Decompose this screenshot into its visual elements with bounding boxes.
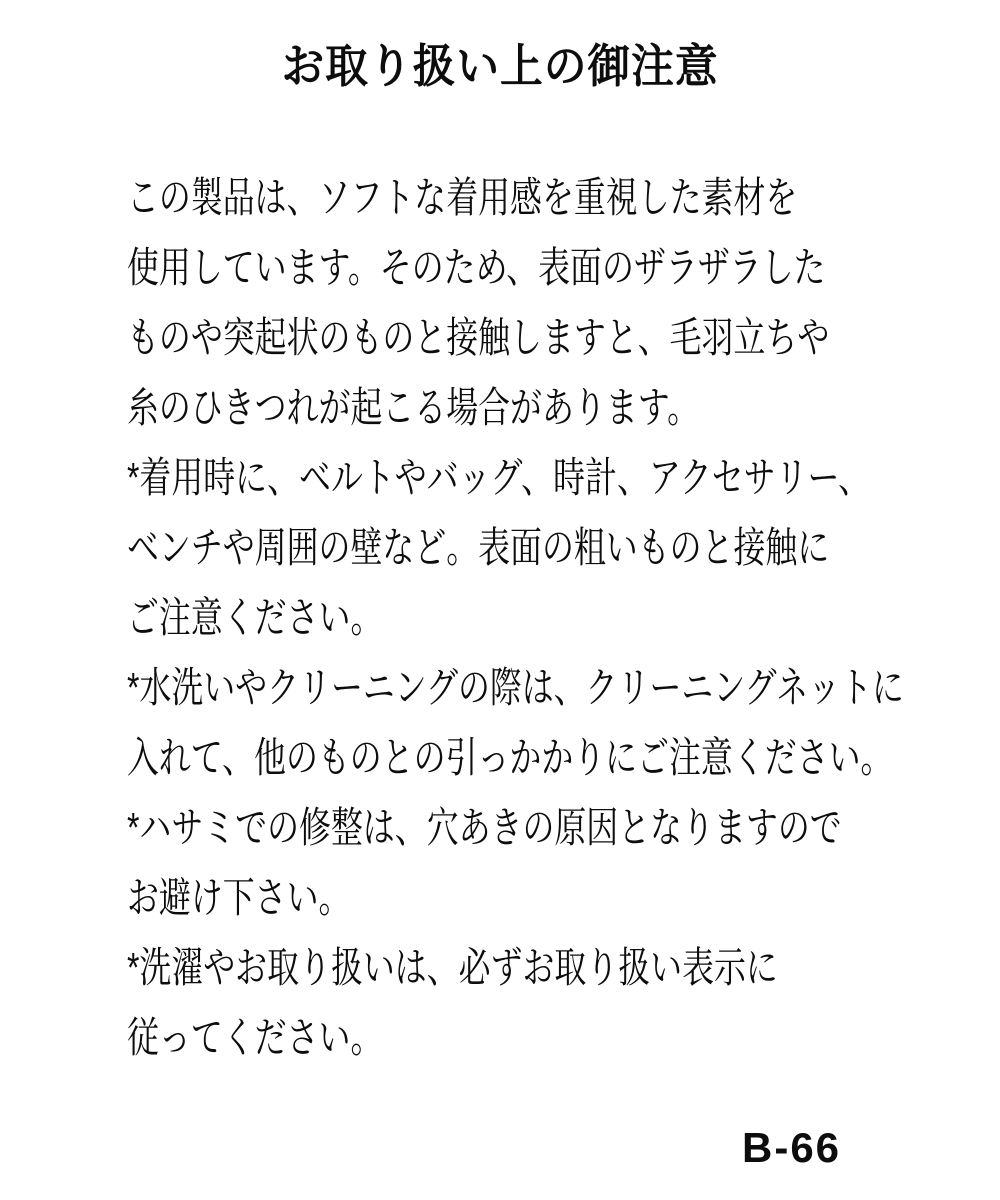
page-title: お取り扱い上の御注意 [281,40,719,92]
body-line: 使用しています。そのため、表面のザラザラした [127,244,826,291]
body-line: ベンチや周囲の壁など。表面の粗いものと接触に [127,524,830,571]
body-line: *水洗いやクリーニングの際は、クリーニングネットに [127,664,904,711]
body-line: 従ってください。 [127,1014,383,1061]
body-line: ご注意ください。 [127,594,383,641]
body-line: この製品は、ソフトな着用感を重視した素材を [127,174,798,221]
body-line: *洗濯やお取り扱いは、必ずお取り扱い表示に [127,944,778,991]
body-line: 糸のひきつれが起こる場合があります。 [127,384,700,431]
body-text [127,163,904,1073]
body-line: *着用時に、ベルトやバッグ、時計、アクセサリー、 [127,454,871,501]
body-line: お避け下さい。 [127,874,351,921]
page-number: B-66 [742,1124,842,1171]
body-line: 入れて、他のものとの引っかかりにご注意ください。 [127,734,893,781]
body-line: ものや突起状のものと接触しますと、毛羽立ちや [127,314,830,361]
body-line: *ハサミでの修整は、穴あきの原因となりますので [127,804,842,851]
